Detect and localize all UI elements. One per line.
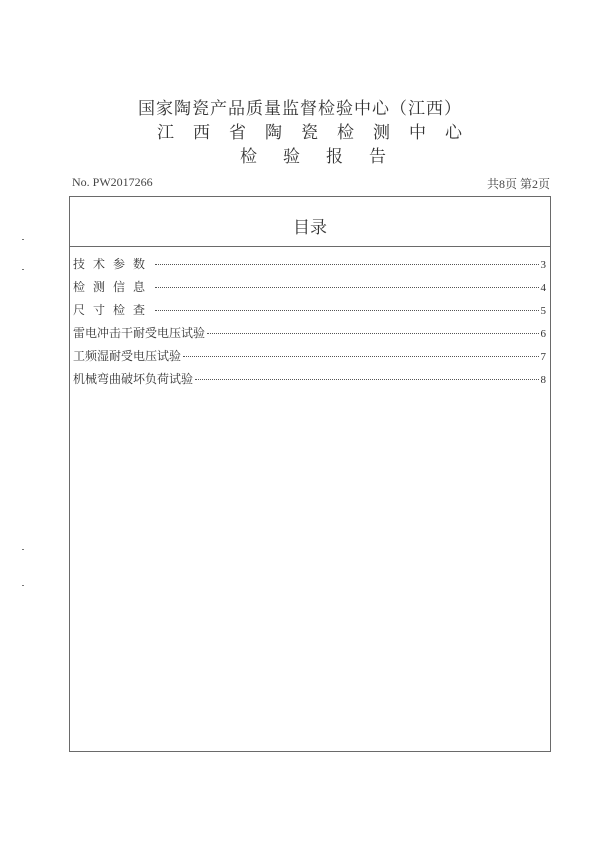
toc-list [73, 255, 546, 393]
toc-leader-dots [207, 333, 538, 334]
margin-mark [22, 549, 24, 550]
toc-leader-dots [183, 356, 538, 357]
toc-entry[interactable] [73, 324, 546, 347]
toc-title: 目录 [293, 218, 327, 238]
toc-leader-dots [155, 264, 538, 265]
margin-mark [22, 239, 24, 240]
toc-entry-page: 5 [540, 305, 546, 317]
toc-entry-page: 6 [540, 328, 546, 340]
toc-entry-label: 检测信息 [73, 280, 154, 294]
toc-entry-page: 8 [540, 374, 546, 386]
report-title: 检验报告 [240, 147, 412, 167]
page-info: 共8页 第2页 [486, 177, 550, 191]
toc-entry[interactable] [73, 278, 546, 301]
margin-mark [22, 585, 24, 586]
toc-frame [69, 196, 551, 752]
toc-entry-label: 技术参数 [73, 257, 154, 271]
toc-leader-dots [155, 287, 538, 288]
toc-leader-dots [155, 310, 538, 311]
toc-entry-label: 工频湿耐受电压试验 [73, 349, 182, 363]
toc-leader-dots [195, 379, 538, 380]
toc-entry[interactable] [73, 255, 546, 278]
toc-entry-page: 4 [540, 282, 546, 294]
toc-entry-page: 3 [540, 259, 546, 271]
toc-title-divider [70, 246, 550, 247]
center-name: 江西省陶瓷检测中心 [157, 123, 481, 143]
toc-entry-page: 7 [540, 351, 546, 363]
toc-entry-label: 机械弯曲破坏负荷试验 [73, 372, 194, 386]
toc-entry[interactable] [73, 301, 546, 324]
toc-entry[interactable] [73, 347, 546, 370]
toc-entry[interactable] [73, 370, 546, 393]
toc-entry-label: 尺寸检查 [73, 303, 154, 317]
institution-name: 国家陶瓷产品质量监督检验中心（江西） [138, 99, 462, 119]
margin-mark [22, 269, 24, 270]
report-number: No. PW2017266 [72, 175, 153, 189]
toc-entry-label: 雷电冲击干耐受电压试验 [73, 326, 206, 340]
